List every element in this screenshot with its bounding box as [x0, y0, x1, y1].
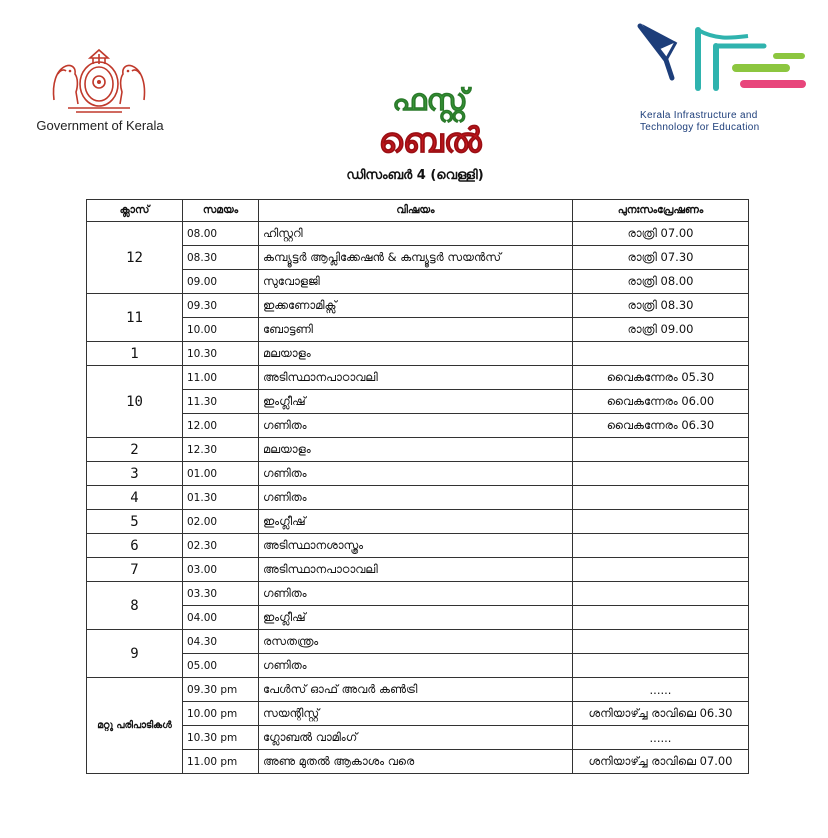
rebroadcast-cell: ...... — [573, 678, 749, 702]
rebroadcast-cell — [573, 558, 749, 582]
rebroadcast-cell: രാത്രി 08.30 — [573, 294, 749, 318]
table-row — [87, 438, 749, 462]
class-cell: 11 — [87, 294, 183, 342]
subject-cell: മലയാളം — [259, 438, 573, 462]
rebroadcast-cell — [573, 630, 749, 654]
table-header-row — [87, 200, 749, 222]
rebroadcast-cell: ...... — [573, 726, 749, 750]
schedule-table — [86, 199, 749, 774]
table-row — [87, 654, 749, 678]
table-row — [87, 366, 749, 390]
time-cell: 03.00 — [183, 558, 259, 582]
subject-cell: ഇക്കണോമിക്സ് — [259, 294, 573, 318]
time-cell: 12.00 — [183, 414, 259, 438]
rebroadcast-cell: വൈകന്നേരം 06.00 — [573, 390, 749, 414]
subject-cell: ഗ്ലോബൽ വാമിംഗ് — [259, 726, 573, 750]
rebroadcast-cell: ശനിയാഴ്ച്ച രാവിലെ 06.30 — [573, 702, 749, 726]
table-row — [87, 486, 749, 510]
subject-cell: സുവോളജി — [259, 270, 573, 294]
time-cell: 09.30 pm — [183, 678, 259, 702]
class-cell: 6 — [87, 534, 183, 558]
header-class: ക്ലാസ് — [87, 200, 183, 222]
kite-logo — [636, 20, 808, 110]
subject-cell: ഇംഗ്ലീഷ് — [259, 606, 573, 630]
kite-caption-line1: Kerala Infrastructure and — [640, 110, 758, 121]
time-cell: 03.30 — [183, 582, 259, 606]
class-cell: 1 — [87, 342, 183, 366]
rebroadcast-cell: രാത്രി 09.00 — [573, 318, 749, 342]
rebroadcast-cell — [573, 438, 749, 462]
subject-cell: പേൾസ് ഓഫ് അവർ കൺട്രി — [259, 678, 573, 702]
rebroadcast-cell: രാത്രി 07.30 — [573, 246, 749, 270]
rebroadcast-cell: ശനിയാഴ്ച്ച രാവിലെ 07.00 — [573, 750, 749, 774]
class-cell: 5 — [87, 510, 183, 534]
time-cell: 10.00 pm — [183, 702, 259, 726]
table-row — [87, 246, 749, 270]
subject-cell: ഇംഗ്ലീഷ് — [259, 510, 573, 534]
table-row — [87, 534, 749, 558]
rebroadcast-cell — [573, 486, 749, 510]
table-row — [87, 726, 749, 750]
class-cell: 7 — [87, 558, 183, 582]
rebroadcast-cell: രാത്രി 08.00 — [573, 270, 749, 294]
subject-cell: ഹിസ്റ്ററി — [259, 222, 573, 246]
table-row — [87, 582, 749, 606]
table-row — [87, 558, 749, 582]
rebroadcast-cell — [573, 606, 749, 630]
time-cell: 01.30 — [183, 486, 259, 510]
time-cell: 02.00 — [183, 510, 259, 534]
time-cell: 11.00 — [183, 366, 259, 390]
subject-cell: സയന്റിസ്റ്റ് — [259, 702, 573, 726]
time-cell: 08.00 — [183, 222, 259, 246]
table-row — [87, 702, 749, 726]
rebroadcast-cell — [573, 342, 749, 366]
kite-caption-line2: Technology for Education — [640, 122, 760, 133]
table-row — [87, 270, 749, 294]
government-of-kerala-label: Government of Kerala — [36, 118, 164, 133]
header-time: സമയം — [183, 200, 259, 222]
class-cell: 8 — [87, 582, 183, 630]
subject-cell: മലയാളം — [259, 342, 573, 366]
class-cell: 2 — [87, 438, 183, 462]
rebroadcast-cell: വൈകന്നേരം 05.30 — [573, 366, 749, 390]
table-row — [87, 510, 749, 534]
subject-cell: ബോട്ടണി — [259, 318, 573, 342]
subject-cell: അടിസ്ഥാനപാഠാവലി — [259, 558, 573, 582]
subject-cell: ഇംഗ്ലീഷ് — [259, 390, 573, 414]
subject-cell: രസതന്ത്രം — [259, 630, 573, 654]
rebroadcast-cell — [573, 534, 749, 558]
first-bell-logo — [375, 72, 485, 164]
rebroadcast-cell — [573, 582, 749, 606]
svg-text:ഫസ്റ്റ്: ഫസ്റ്റ് — [392, 83, 468, 118]
table-row — [87, 294, 749, 318]
subject-cell: ഗണിതം — [259, 654, 573, 678]
rebroadcast-cell: വൈകന്നേരം 06.30 — [573, 414, 749, 438]
subject-cell: അടിസ്ഥാനശാസ്ത്രം — [259, 534, 573, 558]
time-cell: 12.30 — [183, 438, 259, 462]
table-row — [87, 414, 749, 438]
time-cell: 10.00 — [183, 318, 259, 342]
time-cell: 04.30 — [183, 630, 259, 654]
subject-cell: ഗണിതം — [259, 486, 573, 510]
class-cell: മറ്റു പരിപാടികൾ — [87, 678, 183, 774]
table-row — [87, 606, 749, 630]
rebroadcast-cell — [573, 654, 749, 678]
subject-cell: ഗണിതം — [259, 462, 573, 486]
class-cell: 4 — [87, 486, 183, 510]
table-row — [87, 750, 749, 774]
rebroadcast-cell: രാത്രി 07.00 — [573, 222, 749, 246]
class-cell: 9 — [87, 630, 183, 678]
time-cell: 05.00 — [183, 654, 259, 678]
table-row — [87, 222, 749, 246]
table-row — [87, 678, 749, 702]
table-row — [87, 462, 749, 486]
time-cell: 08.30 — [183, 246, 259, 270]
time-cell: 11.30 — [183, 390, 259, 414]
class-cell: 12 — [87, 222, 183, 294]
subject-cell: അണു മുതൽ ആകാശം വരെ — [259, 750, 573, 774]
subject-cell: ഗണിതം — [259, 414, 573, 438]
time-cell: 10.30 pm — [183, 726, 259, 750]
class-cell: 10 — [87, 366, 183, 438]
schedule-body — [87, 222, 749, 774]
kite-caption — [640, 110, 820, 134]
header-rebroadcast: പുനഃസംപ്രേഷണം — [573, 200, 749, 222]
time-cell: 09.30 — [183, 294, 259, 318]
page-header — [0, 0, 828, 195]
subject-cell: കമ്പ്യൂട്ടർ ആപ്ലിക്കേഷൻ & കമ്പ്യൂട്ടർ സയൻസ് — [259, 246, 573, 270]
table-row — [87, 630, 749, 654]
svg-text:ബെൽ: ബെൽ — [378, 121, 482, 161]
table-row — [87, 342, 749, 366]
time-cell: 11.00 pm — [183, 750, 259, 774]
subject-cell: ഗണിതം — [259, 582, 573, 606]
subject-cell: അടിസ്ഥാനപാഠാവലി — [259, 366, 573, 390]
kerala-emblem-icon — [48, 44, 150, 116]
header-subject: വിഷയം — [259, 200, 573, 222]
time-cell: 01.00 — [183, 462, 259, 486]
time-cell: 04.00 — [183, 606, 259, 630]
rebroadcast-cell — [573, 462, 749, 486]
time-cell: 09.00 — [183, 270, 259, 294]
time-cell: 10.30 — [183, 342, 259, 366]
date-heading: ഡിസംബർ 4 (വെള്ളി) — [346, 168, 484, 183]
table-row — [87, 390, 749, 414]
time-cell: 02.30 — [183, 534, 259, 558]
rebroadcast-cell — [573, 510, 749, 534]
class-cell: 3 — [87, 462, 183, 486]
table-row — [87, 318, 749, 342]
